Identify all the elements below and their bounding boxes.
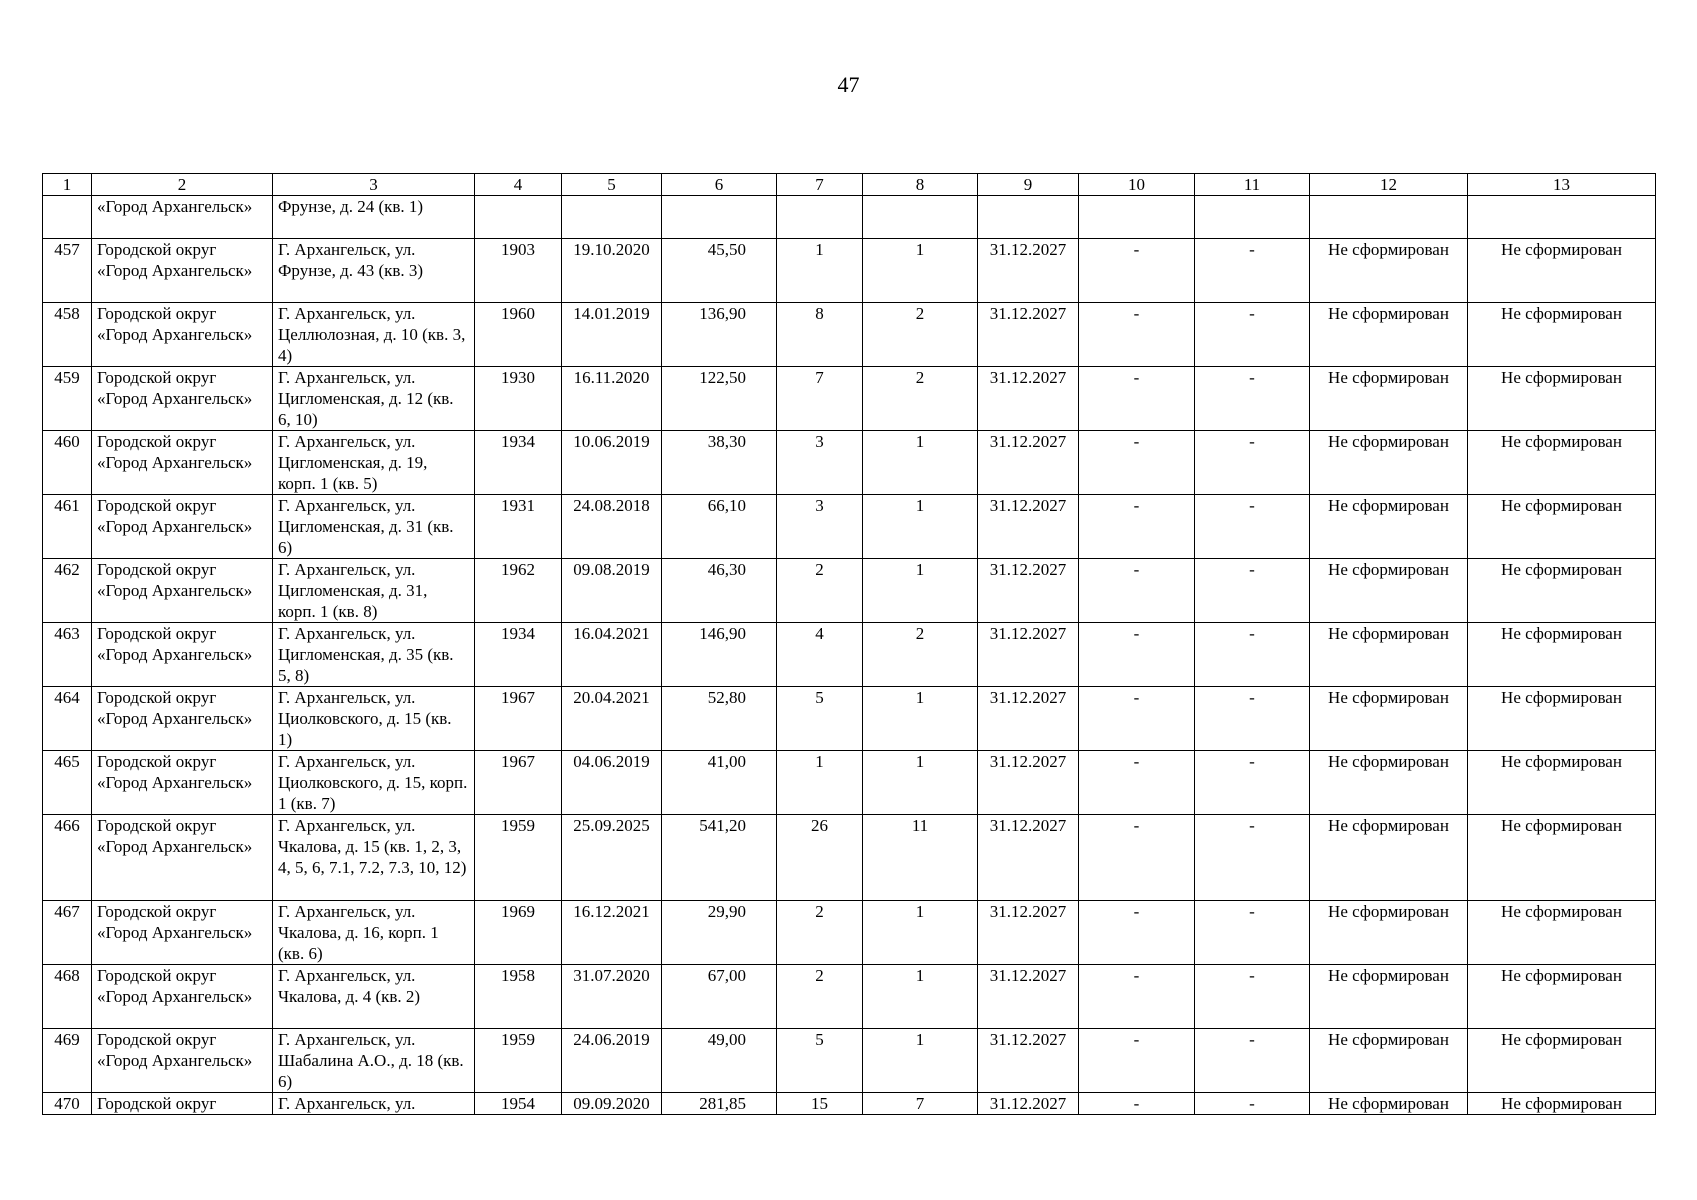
people-cell: 5 [777,1029,863,1093]
deadline-cell: 31.12.2027 [978,303,1079,367]
people-cell: 4 [777,623,863,687]
rooms-cell: 1 [863,559,978,623]
year-cell: 1959 [475,815,562,901]
address-cell: Г. Архангельск, ул. Цигломенская, д. 31 (кв. 6) [273,495,475,559]
address-cell: Г. Архангельск, ул. Целлюлозная, д. 10 (кв. 3, 4) [273,303,475,367]
deadline-cell: 31.12.2027 [978,965,1079,1029]
column-12-status-cell: Не сформирован [1310,815,1468,901]
column-11-cell: - [1195,559,1310,623]
area-cell: 41,00 [662,751,777,815]
table-row [43,239,1656,303]
column-header: 4 [475,174,562,196]
column-12-status-cell: Не сформирован [1310,965,1468,1029]
deadline-cell: 31.12.2027 [978,1093,1079,1115]
column-12-status-cell: Не сформирован [1310,367,1468,431]
year-cell: 1969 [475,901,562,965]
rooms-cell: 1 [863,239,978,303]
deadline-cell: 31.12.2027 [978,367,1079,431]
table-row [43,751,1656,815]
area-cell: 136,90 [662,303,777,367]
column-11-cell: - [1195,965,1310,1029]
address-cell: Г. Архангельск, ул. Цигломенская, д. 31, корп. 1 (кв. 8) [273,559,475,623]
deadline-cell: 31.12.2027 [978,901,1079,965]
empty-cell [863,196,978,239]
empty-cell [978,196,1079,239]
date-cell: 04.06.2019 [562,751,662,815]
area-cell: 29,90 [662,901,777,965]
column-header: 7 [777,174,863,196]
year-cell: 1967 [475,687,562,751]
column-11-cell: - [1195,901,1310,965]
municipality-cell: Городской округ «Город Архангельск» [92,431,273,495]
column-11-cell: - [1195,431,1310,495]
deadline-cell: 31.12.2027 [978,623,1079,687]
empty-cell [562,196,662,239]
column-13-status-cell: Не сформирован [1468,431,1656,495]
column-header: 2 [92,174,273,196]
people-cell: 3 [777,495,863,559]
date-cell: 24.06.2019 [562,1029,662,1093]
year-cell: 1959 [475,1029,562,1093]
area-cell: 66,10 [662,495,777,559]
municipality-cell: Городской округ «Город Архангельск» [92,1029,273,1093]
year-cell: 1960 [475,303,562,367]
municipality-cell: «Город Архангельск» [92,196,273,239]
column-13-status-cell: Не сформирован [1468,815,1656,901]
column-13-status-cell: Не сформирован [1468,559,1656,623]
deadline-cell: 31.12.2027 [978,431,1079,495]
municipality-cell: Городской округ «Город Архангельск» [92,965,273,1029]
date-cell: 14.01.2019 [562,303,662,367]
column-13-status-cell: Не сформирован [1468,367,1656,431]
municipality-cell: Городской округ «Город Архангельск» [92,239,273,303]
empty-cell [1079,196,1195,239]
area-cell: 67,00 [662,965,777,1029]
column-12-status-cell: Не сформирован [1310,1093,1468,1115]
column-12-status-cell: Не сформирован [1310,687,1468,751]
people-cell: 1 [777,751,863,815]
rooms-cell: 1 [863,751,978,815]
empty-cell [475,196,562,239]
row-number-cell: 468 [43,965,92,1029]
address-cell: Г. Архангельск, ул. Фрунзе, д. 43 (кв. 3) [273,239,475,303]
column-12-status-cell: Не сформирован [1310,303,1468,367]
date-cell: 16.12.2021 [562,901,662,965]
date-cell: 25.09.2025 [562,815,662,901]
address-cell: Г. Архангельск, ул. Чкалова, д. 4 (кв. 2) [273,965,475,1029]
column-header: 3 [273,174,475,196]
row-number-cell: 457 [43,239,92,303]
column-12-status-cell: Не сформирован [1310,431,1468,495]
date-cell: 16.11.2020 [562,367,662,431]
page-number: 47 [837,72,860,97]
column-10-cell: - [1079,367,1195,431]
column-12-status-cell: Не сформирован [1310,239,1468,303]
column-11-cell: - [1195,623,1310,687]
column-10-cell: - [1079,431,1195,495]
column-10-cell: - [1079,559,1195,623]
column-13-status-cell: Не сформирован [1468,1093,1656,1115]
column-11-cell: - [1195,367,1310,431]
row-number-cell: 460 [43,431,92,495]
people-cell: 15 [777,1093,863,1115]
column-header: 10 [1079,174,1195,196]
area-cell: 52,80 [662,687,777,751]
column-13-status-cell: Не сформирован [1468,303,1656,367]
table-body [43,239,1656,1115]
date-cell: 09.08.2019 [562,559,662,623]
municipality-cell: Городской округ «Город Архангельск» [92,901,273,965]
column-10-cell: - [1079,1093,1195,1115]
rooms-cell: 7 [863,1093,978,1115]
column-numbers-row [43,174,1656,196]
column-12-status-cell: Не сформирован [1310,751,1468,815]
column-10-cell: - [1079,965,1195,1029]
rooms-cell: 11 [863,815,978,901]
column-11-cell: - [1195,751,1310,815]
deadline-cell: 31.12.2027 [978,751,1079,815]
column-11-cell: - [1195,687,1310,751]
address-cell: Г. Архангельск, ул. Циолковского, д. 15 (кв. 1) [273,687,475,751]
deadline-cell: 31.12.2027 [978,1029,1079,1093]
column-header: 13 [1468,174,1656,196]
rooms-cell: 2 [863,303,978,367]
column-10-cell: - [1079,815,1195,901]
people-cell: 2 [777,901,863,965]
rooms-cell: 2 [863,367,978,431]
table-row [43,815,1656,901]
column-13-status-cell: Не сформирован [1468,751,1656,815]
date-cell: 24.08.2018 [562,495,662,559]
column-header: 8 [863,174,978,196]
area-cell: 146,90 [662,623,777,687]
column-11-cell: - [1195,495,1310,559]
municipality-cell: Городской округ «Город Архангельск» [92,495,273,559]
continuation-row [43,196,1656,239]
column-13-status-cell: Не сформирован [1468,495,1656,559]
rooms-cell: 1 [863,495,978,559]
empty-cell [777,196,863,239]
people-cell: 1 [777,239,863,303]
column-header: 6 [662,174,777,196]
year-cell: 1934 [475,623,562,687]
area-cell: 541,20 [662,815,777,901]
address-cell: Г. Архангельск, ул. Циолковского, д. 15, корп. 1 (кв. 7) [273,751,475,815]
area-cell: 49,00 [662,1029,777,1093]
address-cell: Г. Архангельск, ул. Чкалова, д. 16, корп. 1 (кв. 6) [273,901,475,965]
empty-cell [1310,196,1468,239]
deadline-cell: 31.12.2027 [978,495,1079,559]
table-row [43,687,1656,751]
column-12-status-cell: Не сформирован [1310,559,1468,623]
date-cell: 16.04.2021 [562,623,662,687]
empty-cell [662,196,777,239]
year-cell: 1903 [475,239,562,303]
area-cell: 46,30 [662,559,777,623]
date-cell: 19.10.2020 [562,239,662,303]
date-cell: 09.09.2020 [562,1093,662,1115]
column-11-cell: - [1195,239,1310,303]
empty-cell [1195,196,1310,239]
column-11-cell: - [1195,1093,1310,1115]
people-cell: 8 [777,303,863,367]
column-11-cell: - [1195,815,1310,901]
area-cell: 38,30 [662,431,777,495]
column-13-status-cell: Не сформирован [1468,239,1656,303]
year-cell: 1930 [475,367,562,431]
area-cell: 281,85 [662,1093,777,1115]
address-cell: Г. Архангельск, ул. Цигломенская, д. 12 (кв. 6, 10) [273,367,475,431]
table-row [43,495,1656,559]
column-13-status-cell: Не сформирован [1468,623,1656,687]
column-10-cell: - [1079,623,1195,687]
date-cell: 10.06.2019 [562,431,662,495]
table-row [43,901,1656,965]
column-header: 1 [43,174,92,196]
year-cell: 1934 [475,431,562,495]
row-number-cell: 459 [43,367,92,431]
row-number-cell: 462 [43,559,92,623]
address-cell: Г. Архангельск, ул. [273,1093,475,1115]
rooms-cell: 1 [863,965,978,1029]
table-row [43,303,1656,367]
column-10-cell: - [1079,1029,1195,1093]
municipality-cell: Городской округ «Город Архангельск» [92,623,273,687]
address-cell: Г. Архангельск, ул. Чкалова, д. 15 (кв. 1, 2, 3, 4, 5, 6, 7.1, 7.2, 7.3, 10, 12) [273,815,475,901]
address-cell: Г. Архангельск, ул. Шабалина А.О., д. 18 (кв. 6) [273,1029,475,1093]
column-11-cell: - [1195,303,1310,367]
column-12-status-cell: Не сформирован [1310,495,1468,559]
address-cell: Г. Архангельск, ул. Цигломенская, д. 35 (кв. 5, 8) [273,623,475,687]
column-10-cell: - [1079,495,1195,559]
table-row [43,367,1656,431]
year-cell: 1958 [475,965,562,1029]
housing-registry-table [42,173,1656,1115]
column-10-cell: - [1079,687,1195,751]
table-row [43,623,1656,687]
row-number-cell [43,196,92,239]
column-header: 9 [978,174,1079,196]
column-10-cell: - [1079,901,1195,965]
table-row [43,1093,1656,1115]
column-12-status-cell: Не сформирован [1310,623,1468,687]
table-row [43,431,1656,495]
empty-cell [1468,196,1656,239]
area-cell: 45,50 [662,239,777,303]
people-cell: 5 [777,687,863,751]
address-cell: Г. Архангельск, ул. Цигломенская, д. 19, корп. 1 (кв. 5) [273,431,475,495]
row-number-cell: 463 [43,623,92,687]
municipality-cell: Городской округ «Город Архангельск» [92,815,273,901]
column-10-cell: - [1079,751,1195,815]
year-cell: 1954 [475,1093,562,1115]
column-header: 12 [1310,174,1468,196]
table-row [43,1029,1656,1093]
column-13-status-cell: Не сформирован [1468,901,1656,965]
people-cell: 26 [777,815,863,901]
row-number-cell: 464 [43,687,92,751]
people-cell: 3 [777,431,863,495]
row-number-cell: 470 [43,1093,92,1115]
year-cell: 1962 [475,559,562,623]
rooms-cell: 2 [863,623,978,687]
column-10-cell: - [1079,303,1195,367]
row-number-cell: 466 [43,815,92,901]
municipality-cell: Городской округ «Город Архангельск» [92,303,273,367]
column-13-status-cell: Не сформирован [1468,687,1656,751]
column-13-status-cell: Не сформирован [1468,1029,1656,1093]
municipality-cell: Городской округ [92,1093,273,1115]
column-10-cell: - [1079,239,1195,303]
municipality-cell: Городской округ «Город Архангельск» [92,687,273,751]
municipality-cell: Городской округ «Город Архангельск» [92,559,273,623]
deadline-cell: 31.12.2027 [978,559,1079,623]
date-cell: 31.07.2020 [562,965,662,1029]
rooms-cell: 1 [863,901,978,965]
people-cell: 2 [777,559,863,623]
rooms-cell: 1 [863,1029,978,1093]
year-cell: 1967 [475,751,562,815]
deadline-cell: 31.12.2027 [978,239,1079,303]
column-13-status-cell: Не сформирован [1468,965,1656,1029]
people-cell: 2 [777,965,863,1029]
rooms-cell: 1 [863,431,978,495]
column-12-status-cell: Не сформирован [1310,901,1468,965]
row-number-cell: 467 [43,901,92,965]
table-row [43,965,1656,1029]
column-header: 11 [1195,174,1310,196]
column-12-status-cell: Не сформирован [1310,1029,1468,1093]
row-number-cell: 465 [43,751,92,815]
rooms-cell: 1 [863,687,978,751]
column-11-cell: - [1195,1029,1310,1093]
table-row [43,559,1656,623]
address-cell: Фрунзе, д. 24 (кв. 1) [273,196,475,239]
row-number-cell: 469 [43,1029,92,1093]
column-header: 5 [562,174,662,196]
year-cell: 1931 [475,495,562,559]
municipality-cell: Городской округ «Город Архангельск» [92,751,273,815]
row-number-cell: 461 [43,495,92,559]
people-cell: 7 [777,367,863,431]
area-cell: 122,50 [662,367,777,431]
date-cell: 20.04.2021 [562,687,662,751]
deadline-cell: 31.12.2027 [978,687,1079,751]
row-number-cell: 458 [43,303,92,367]
municipality-cell: Городской округ «Город Архангельск» [92,367,273,431]
deadline-cell: 31.12.2027 [978,815,1079,901]
